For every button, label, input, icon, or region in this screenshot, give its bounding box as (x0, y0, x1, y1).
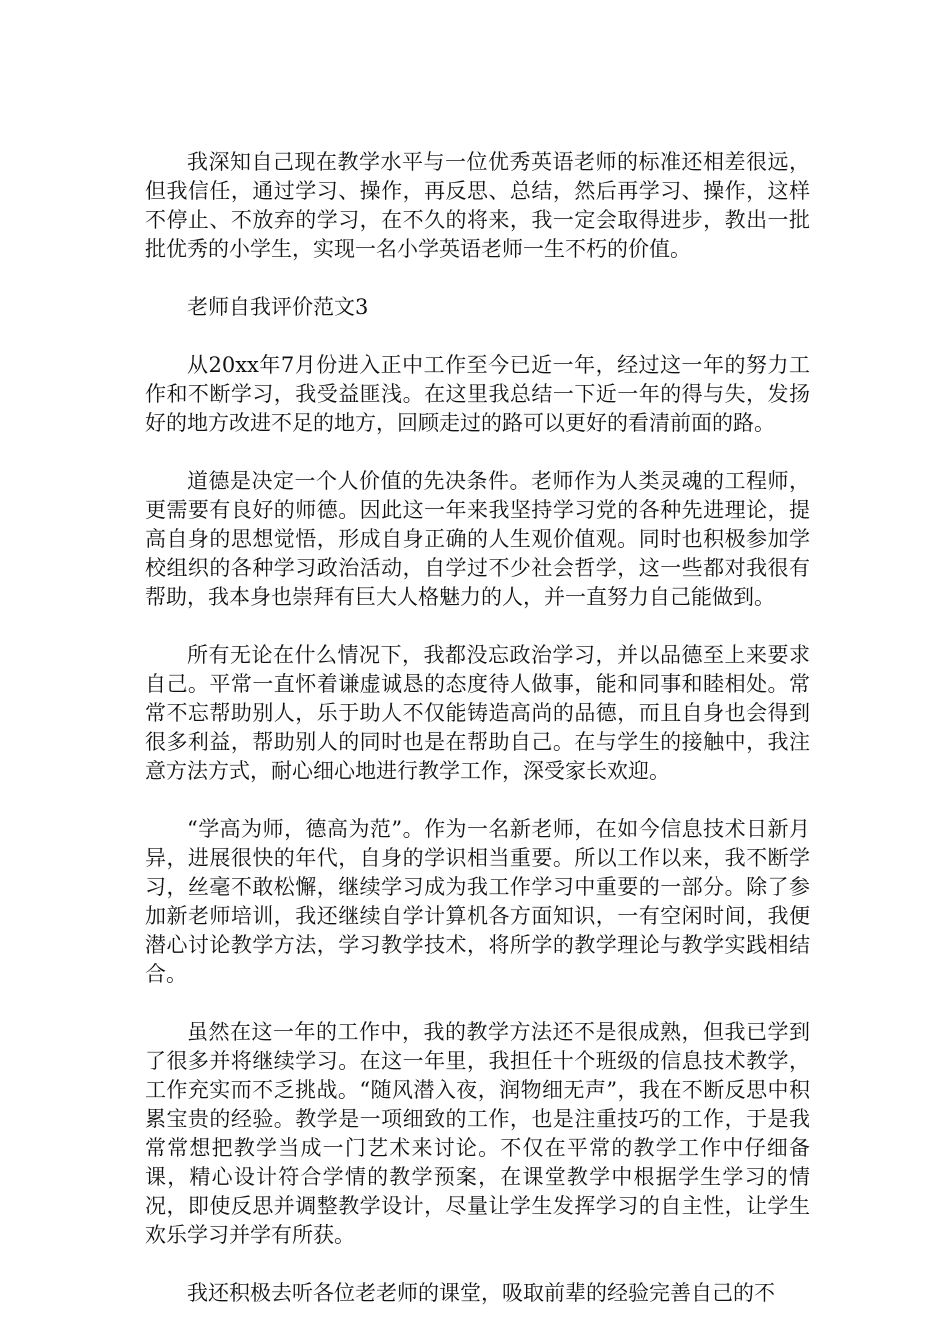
document-body (145, 148, 810, 1337)
paragraph-intro: 从20xx年7月份进入正中工作至今已近一年，经过这一年的努力工作和不断学习，我受益匪浅。在这里我总结一下近一年的得与失，发扬好的地方改进不足的地方，回顾走过的路可以更好的看清前面的路。 (145, 353, 810, 435)
paragraph-conclusion: 我深知自己现在教学水平与一位优秀英语老师的标准还相差很远，但我信任，通过学习、操作，再反思、总结，然后再学习、操作，这样不停止、不放弃的学习，在不久的将来，我一定会取得进步，教出一批批优秀的小学生，实现一名小学英语老师一生不朽的价值。 (145, 150, 810, 261)
paragraph-politics: 所有无论在什么情况下，我都没忘政治学习，并以品德至上来要求自己。平常一直怀着谦虚诚恳的态度待人做事，能和同事和睦相处。常常不忘帮助别人，乐于助人不仅能铸造高尚的品德，而且自身也会得到很多利益，帮助别人的同时也是在帮助自己。在与学生的接触中，我注意方法方式，耐心细心地进行教学工作，深受家长欢迎。 (145, 643, 810, 783)
paragraph-ethics: 道德是决定一个人价值的先决条件。老师作为人类灵魂的工程师，更需要有良好的师德。因此这一年来我坚持学习党的各种先进理论，提高自身的思想觉悟，形成自身正确的人生观价值观。同时也积极参加学校组织的各种学习政治活动，自学过不少社会哲学，这一些都对我很有帮助，我本身也崇拜有巨大人格魅力的人，并一直努力自己能做到。 (145, 469, 810, 609)
section-heading: 老师自我评价范文3 (187, 295, 369, 319)
paragraph-teaching: 虽然在这一年的工作中，我的教学方法还不是很成熟，但我已学到了很多并将继续学习。在这一年里，我担任十个班级的信息技术教学，工作充实而不乏挑战。“随风潜入夜，润物细无声”，我在不断反思中积累宝贵的经验。教学是一项细致的工作，也是注重技巧的工作，于是我常常想把教学当成一门艺术来讨论。不仅在平常的教学工作中仔细备课，精心设计符合学情的教学预案，在课堂教学中根据学生学习的情况，即使反思并调整教学设计，尽量让学生发挥学习的自主性，让学生欢乐学习并学有所获。 (145, 1020, 810, 1247)
paragraph-observation: 我还积极去听各位老老师的课堂，吸取前辈的经验完善自己的不 (187, 1281, 775, 1305)
paragraph-learning: “学高为师，德高为范”。作为一名新老师，在如今信息技术日新月异，进展很快的年代，自身的学识相当重要。所以工作以来，我不断学习，丝毫不敢松懈，继续学习成为我工作学习中重要的一部分。除了参加新老师培训，我还继续自学计算机各方面知识，一有空闲时间，我便潜心讨论教学方法，学习教学技术，将所学的教学理论与教学实践相结合。 (145, 817, 810, 986)
